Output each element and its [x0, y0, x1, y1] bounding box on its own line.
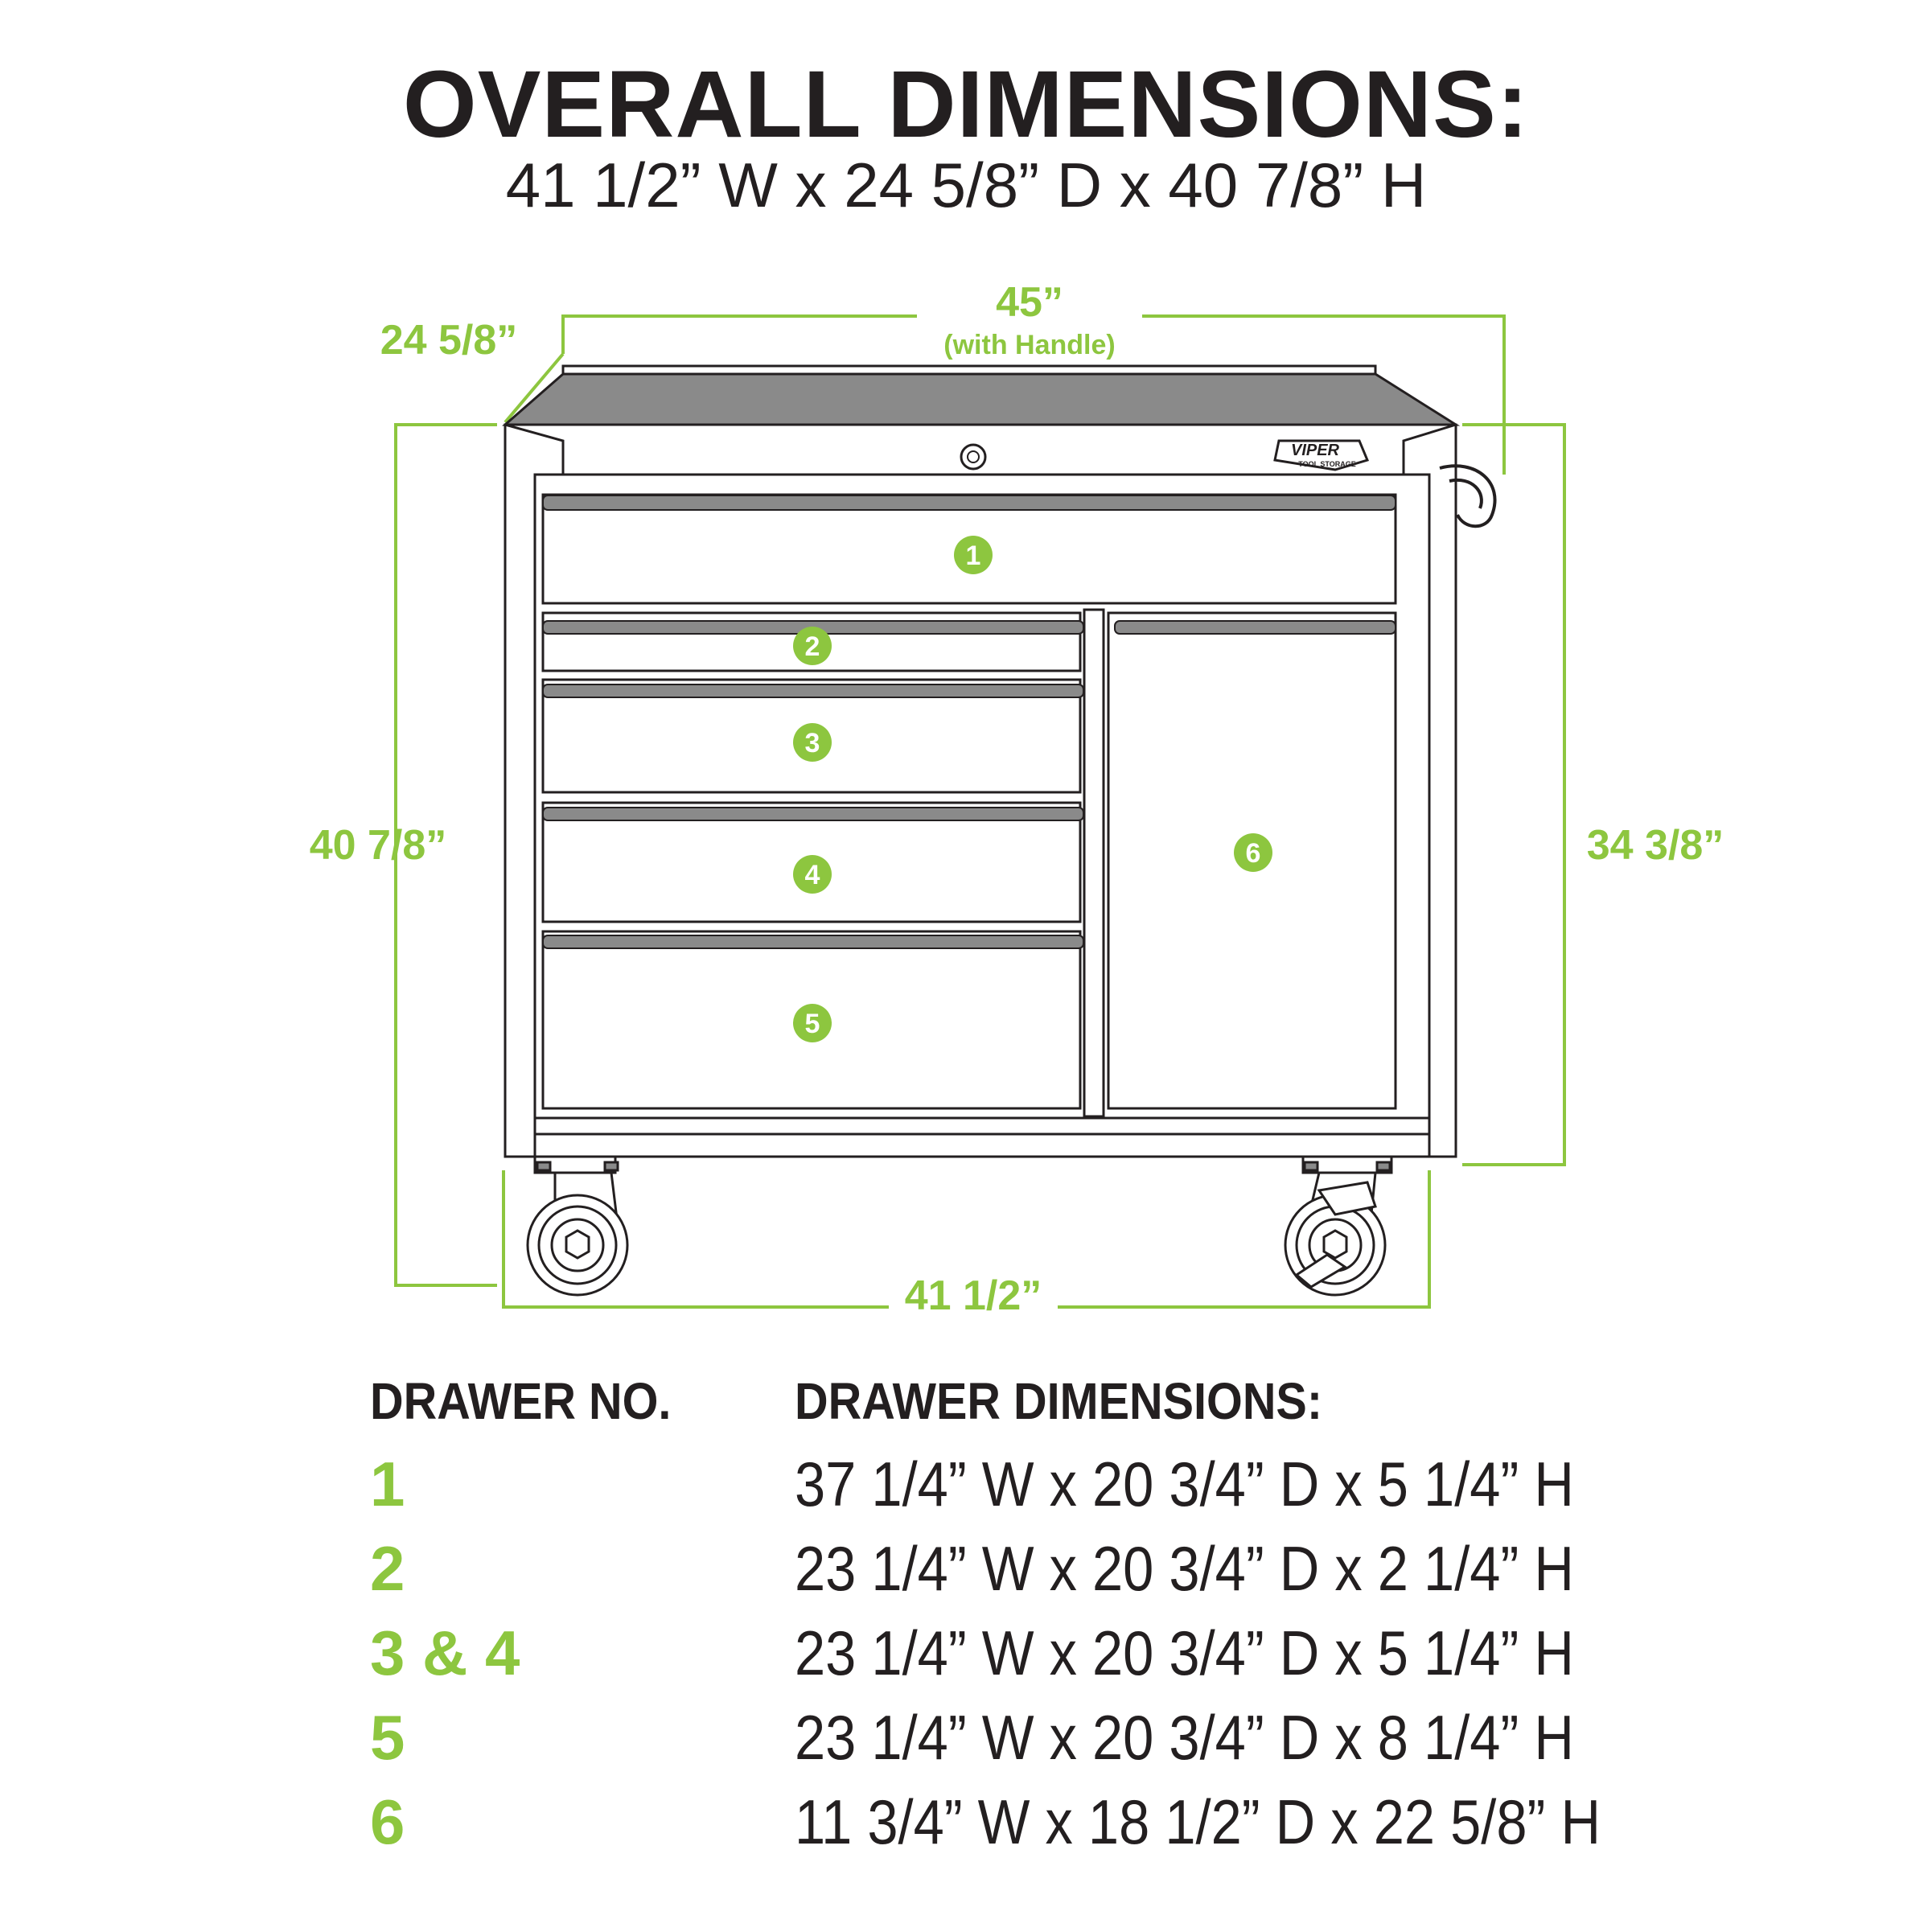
svg-text:5: 5 — [804, 1009, 820, 1039]
table-row-1-dims: 37 1/4” W x 20 3/4” D x 5 1/4” H — [795, 1449, 1574, 1519]
viper-logo — [1275, 441, 1367, 470]
svg-text:1: 1 — [965, 541, 981, 571]
body-height-line — [1462, 425, 1564, 1165]
center-divider — [1084, 610, 1104, 1116]
bottom-rail — [535, 1118, 1429, 1157]
top-width-line-left — [563, 316, 917, 354]
svg-text:6: 6 — [1245, 838, 1261, 869]
drawer-badge-6 — [1234, 833, 1272, 872]
depth-label: 24 5/8” — [380, 317, 518, 364]
drawer-badge-4 — [793, 855, 832, 894]
cabinet — [505, 366, 1456, 1157]
drawer-3-handle — [543, 684, 1083, 697]
table-row-4-dims: 23 1/4” W x 20 3/4” D x 8 1/4” H — [795, 1702, 1574, 1773]
table-row-5-dims: 11 3/4” W x 18 1/2” D x 22 5/8” H — [795, 1786, 1601, 1857]
table-row-4-no: 5 — [370, 1702, 405, 1773]
top-width-label: 45” — [996, 279, 1063, 326]
table-row-3-dims: 23 1/4” W x 20 3/4” D x 5 1/4” H — [795, 1618, 1574, 1688]
svg-text:4: 4 — [804, 860, 820, 890]
table-row-3-no: 3 & 4 — [370, 1618, 520, 1688]
svg-text:3: 3 — [804, 728, 820, 758]
table-header-drawer-dimensions: DRAWER DIMENSIONS: — [795, 1372, 1323, 1430]
drawer-5-handle — [543, 935, 1083, 948]
table-row-5-no: 6 — [370, 1786, 405, 1857]
door-6-handle — [1115, 621, 1396, 634]
top-mat — [505, 374, 1456, 425]
left-caster — [528, 1157, 627, 1295]
svg-text:TOOL STORAGE: TOOL STORAGE — [1298, 460, 1356, 468]
right-caster — [1285, 1157, 1391, 1295]
table-row-1-no: 1 — [370, 1449, 405, 1519]
drawer-4-handle — [543, 808, 1083, 820]
top-width-note: (with Handle) — [943, 330, 1116, 360]
table-row-2-dims: 23 1/4” W x 20 3/4” D x 2 1/4” H — [795, 1533, 1574, 1604]
table-row-2-no: 2 — [370, 1533, 405, 1604]
svg-text:2: 2 — [804, 631, 820, 662]
cabinet-body — [505, 425, 1456, 1157]
drawer-badge-1 — [954, 536, 993, 574]
bottom-width-label: 41 1/2” — [904, 1272, 1042, 1319]
body-height-label: 34 3/8” — [1586, 822, 1724, 869]
table-header-drawer-no: DRAWER NO. — [370, 1372, 672, 1430]
overall-height-label: 40 7/8” — [309, 822, 447, 869]
drawer-badge-5 — [793, 1004, 832, 1042]
drawer-badge-2 — [793, 627, 832, 665]
side-handle — [1440, 466, 1495, 526]
drawer-badge-3 — [793, 723, 832, 762]
drawer-1-handle — [543, 495, 1396, 510]
overall-dimensions-subtitle: 41 1/2” W x 24 5/8” D x 40 7/8” H — [505, 150, 1427, 220]
svg-text:VIPER: VIPER — [1290, 442, 1340, 459]
lock-icon — [961, 445, 985, 469]
page-title: OVERALL DIMENSIONS: — [402, 51, 1530, 158]
